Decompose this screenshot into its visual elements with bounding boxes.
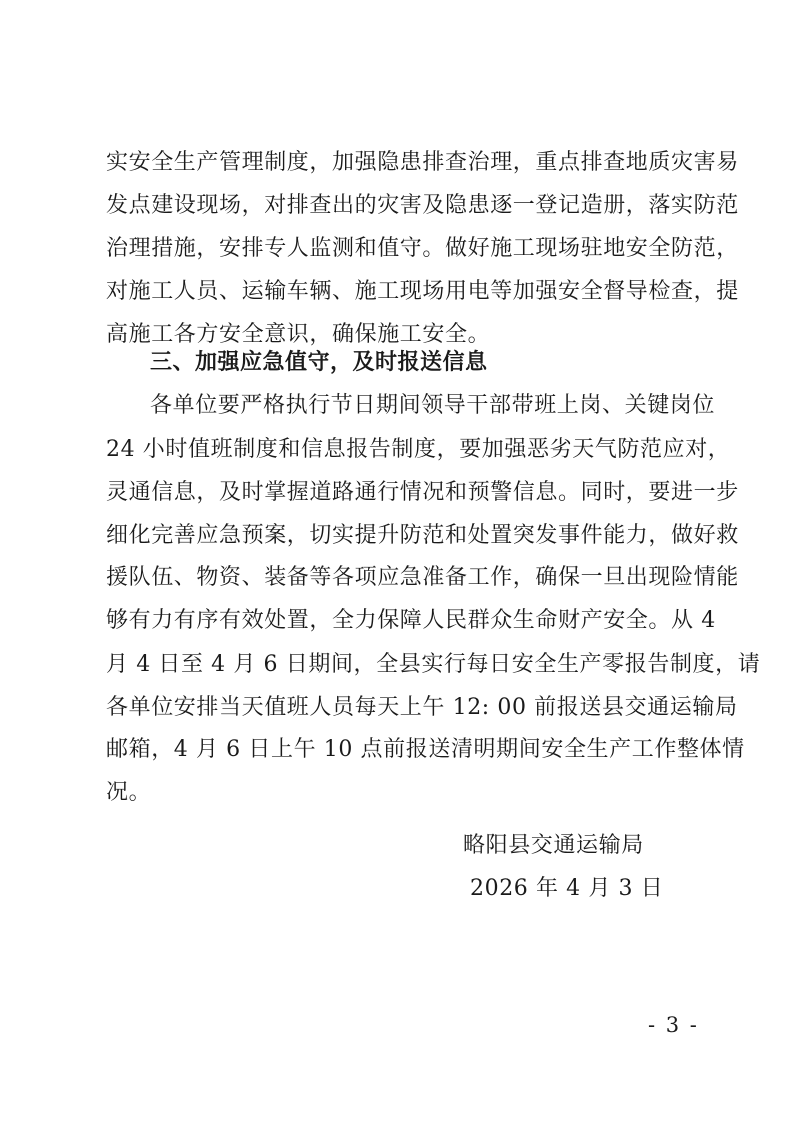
paragraph-line-6: 够有力有序有效处置，全力保障人民群众生命财产安全。从 4 — [106, 608, 716, 633]
body-line-3: 治理措施，安排专人监测和值守。做好施工现场驻地安全防范， — [106, 236, 739, 261]
paragraph-line-8: 各单位安排当天值班人员每天上午 12: 00 前报送县交通运输局 — [106, 695, 738, 720]
body-line-1: 实安全生产管理制度，加强隐患排查治理，重点排查地质灾害易 — [106, 150, 739, 175]
paragraph-line-3: 灵通信息，及时掌握道路通行情况和预警信息。同时，要进一步 — [106, 480, 739, 505]
signature-organization: 略阳县交通运输局 — [463, 833, 644, 858]
paragraph-line-5: 援队伍、物资、装备等各项应急准备工作，确保一旦出现险情能 — [106, 565, 739, 590]
body-line-4: 对施工人员、运输车辆、施工现场用电等加强安全督导检查，提 — [106, 279, 739, 304]
paragraph-line-9: 邮箱，4 月 6 日上午 10 点前报送清明期间安全生产工作整体情 — [106, 737, 745, 762]
signature-date: 2026 年 4 月 3 日 — [470, 876, 664, 901]
section-heading: 三、加强应急值守，及时报送信息 — [150, 350, 488, 375]
paragraph-line-7: 月 4 日至 4 月 6 日期间，全县实行每日安全生产零报告制度，请 — [106, 652, 761, 677]
paragraph-line-2: 24 小时值班制度和信息报告制度，要加强恶劣天气防范应对， — [106, 437, 731, 462]
page-number: - 3 - — [648, 1013, 699, 1037]
paragraph-line-10: 况。 — [106, 780, 152, 805]
paragraph-line-4: 细化完善应急预案，切实提升防范和处置突发事件能力，做好救 — [106, 523, 739, 548]
paragraph-line-1: 各单位要严格执行节日期间领导干部带班上岗、关键岗位 — [150, 393, 716, 418]
body-line-2: 发点建设现场，对排查出的灾害及隐患逐一登记造册，落实防范 — [106, 193, 739, 218]
body-line-5: 高施工各方安全意识，确保施工安全。 — [106, 322, 491, 347]
